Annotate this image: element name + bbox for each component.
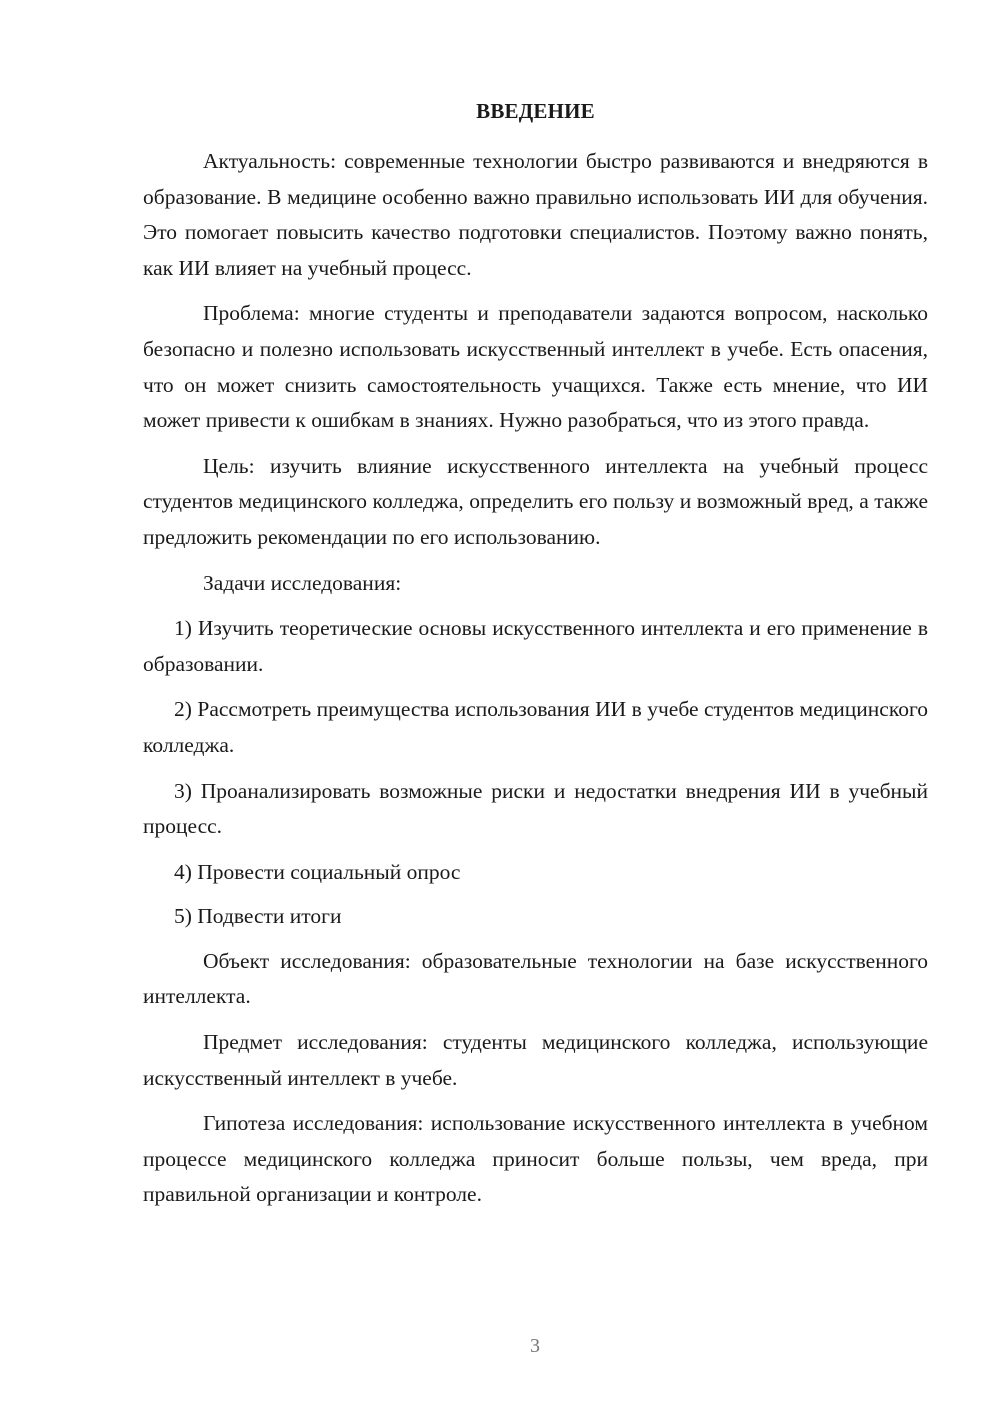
relevance-paragraph: Актуальность: современные технологии быстро развиваются и внедряются в образование. В медицине особенно важно правильно использовать ИИ для обучения. Это помогает повысить качество подготовки специалистов. Поэтому важно понять, как ИИ влияет на учебный процесс.	[143, 149, 928, 280]
task-item: 4) Провести социальный опрос	[174, 859, 461, 884]
research-object-paragraph: Объект исследования: образовательные технологии на базе искусственного интеллекта.	[143, 948, 928, 1009]
task-item: 5) Подвести итоги	[174, 904, 342, 929]
document-page	[143, 96, 928, 1223]
section-heading: ВВЕДЕНИЕ	[476, 99, 595, 123]
tasks-label: Задачи исследования:	[203, 570, 402, 595]
tasks-list	[143, 611, 928, 935]
task-item: 3) Проанализировать возможные риски и недостатки внедрения ИИ в учебный процесс.	[143, 778, 928, 839]
hypothesis-paragraph: Гипотеза исследования: использование искусственного интеллекта в учебном процессе медицинского колледжа приносит больше пользы, чем вреда, при правильной организации и контроле.	[143, 1111, 928, 1207]
page-number: 3	[530, 1335, 540, 1357]
task-item: 2) Рассмотреть преимущества использования ИИ в учебе студентов медицинского колледжа.	[143, 697, 928, 757]
problem-paragraph: Проблема: многие студенты и преподаватели задаются вопросом, насколько безопасно и полезно использовать искусственный интеллект в учебе. Есть опасения, что он может снизить самостоятельность учащихся. Также есть мнение, что ИИ может привести к ошибкам в знаниях. Нужно разобраться, что из этого правда.	[143, 301, 928, 433]
research-subject-paragraph: Предмет исследования: студенты медицинского колледжа, использующие искусственный интеллект в учебе.	[143, 1030, 928, 1090]
task-item: 1) Изучить теоретические основы искусственного интеллекта и его применение в образовании.	[143, 616, 928, 676]
goal-paragraph: Цель: изучить влияние искусственного интеллекта на учебный процесс студентов медицинского колледжа, определить его пользу и возможный вред, а также предложить рекомендации по его использованию.	[143, 453, 928, 549]
